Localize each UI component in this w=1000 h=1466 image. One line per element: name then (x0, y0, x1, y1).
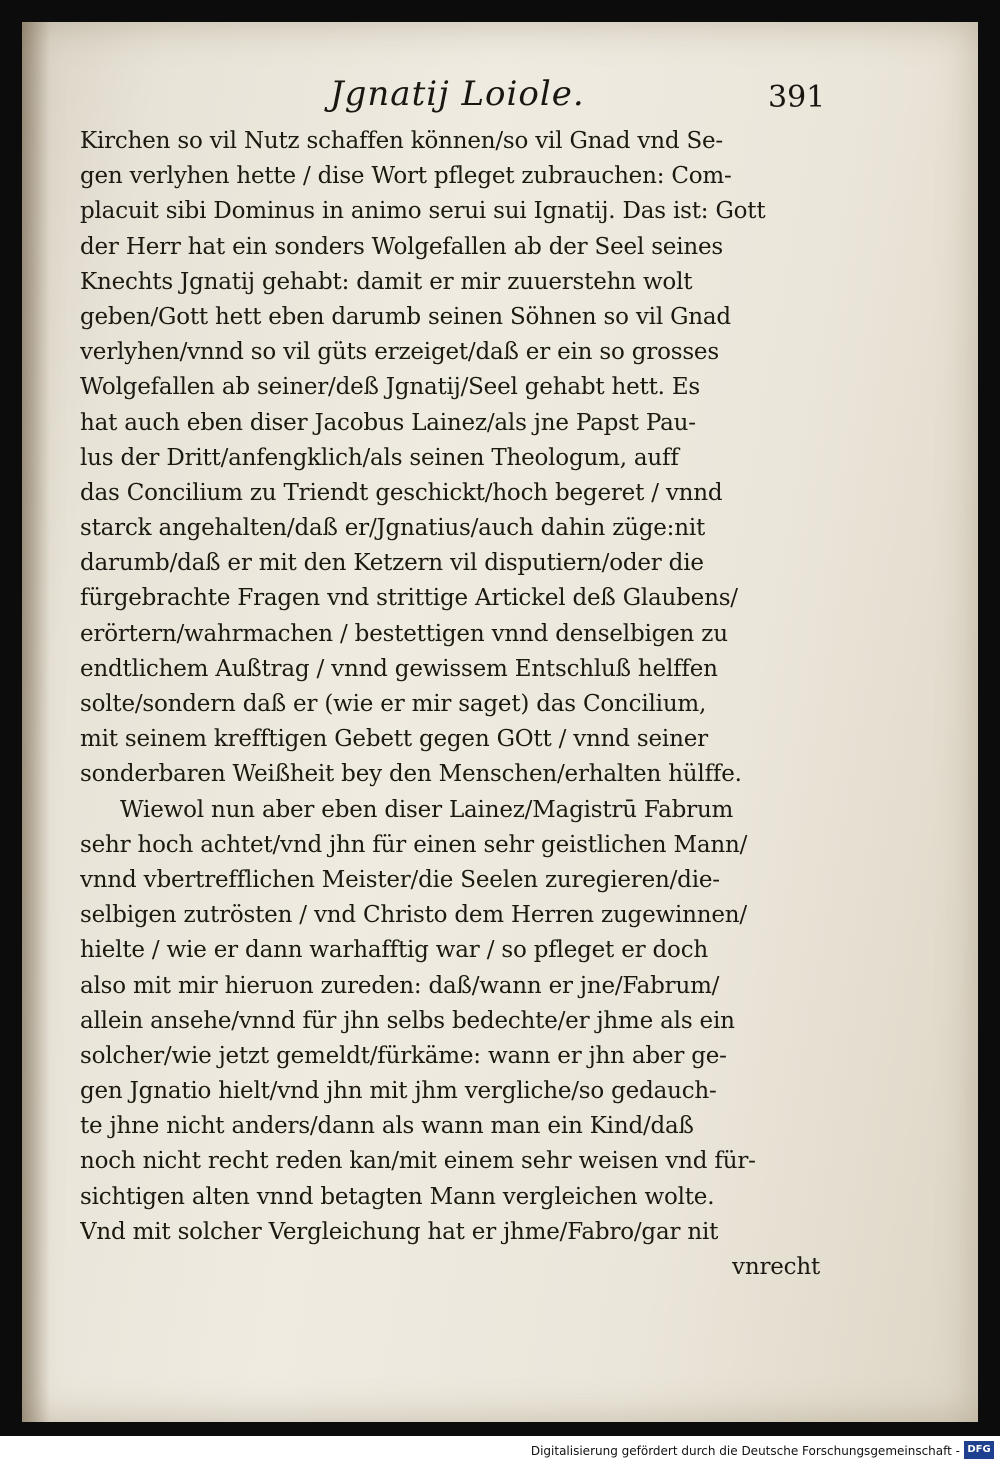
text-line: gen verlyhen hette / dise Wort pfleget zubrauchen: Com- (80, 163, 732, 190)
text-line: vnrecht (732, 1254, 820, 1280)
text-line: sehr hoch achtet/vnd jhn für einen sehr geistlichen Mann/ (80, 831, 748, 858)
text-line: fürgebrachte Fragen vnd strittige Artickel deß Glaubens/ (80, 585, 738, 612)
page-gutter-shadow (22, 22, 50, 1422)
text-line: Kirchen so vil Nutz schaffen können/so vil Gnad vnd Se- (80, 128, 723, 154)
text-line: Wiewol nun aber eben diser Lainez/Magistrū Fabrum (120, 796, 734, 823)
text-line: verlyhen/vnnd so vil güts erzeiget/daß er ein so grosses (80, 339, 719, 366)
funding-credit: Digitalisierung gefördert durch die Deutsche Forschungsgemeinschaft - (530, 1444, 960, 1458)
text-line: te jhne nicht anders/dann als wann man ein Kind/daß (80, 1113, 694, 1140)
text-line: allein ansehe/vnnd für jhn selbs bedechte/er jhme als ein (80, 1007, 735, 1034)
text-line: Knechts Jgnatij gehabt: damit er mir zuuerstehn wolt (80, 268, 693, 295)
text-line: das Concilium zu Triendt geschickt/hoch begeret / vnnd (80, 479, 723, 506)
text-line: geben/Gott hett eben darumb seinen Söhnen so vil Gnad (80, 303, 731, 330)
text-line: vnnd vbertrefflichen Meister/die Seelen zuregieren/die- (80, 866, 720, 893)
text-line: sonderbaren Weißheit bey den Menschen/erhalten hülffe. (80, 761, 742, 788)
text-line: sichtigen alten vnnd betagten Mann vergleichen wolte. (80, 1183, 715, 1210)
text-line: noch nicht recht reden kan/mit einem sehr weisen vnd für- (80, 1148, 756, 1175)
text-line: solte/sondern daß er (wie er mir saget) das Concilium, (80, 691, 707, 717)
text-line: gen Jgnatio hielt/vnd jhn mit jhm vergliche/so gedauch- (80, 1078, 717, 1105)
text-line: solcher/wie jetzt gemeldt/fürkäme: wann er jhn aber ge- (80, 1042, 727, 1069)
running-head-title: Jgnatij Loiole. (330, 74, 585, 114)
text-line: placuit sibi Dominus in animo serui sui Ignatij. Das ist: Gott (80, 198, 766, 225)
text-line: selbigen zutrösten / vnd Christo dem Herren zugewinnen/ (80, 902, 747, 929)
text-line: also mit mir hieruon zureden: daß/wann er jne/Fabrum/ (80, 972, 720, 999)
text-line: der Herr hat ein sonders Wolgefallen ab der Seel seines (80, 233, 724, 260)
text-line: endtlichem Außtrag / vnnd gewissem Entschluß helffen (80, 655, 718, 682)
text-line: hielte / wie er dann warhafftig war / so pfleget er doch (80, 937, 708, 964)
text-line: hat auch eben diser Jacobus Lainez/als jne Papst Pau- (80, 409, 696, 436)
text-line: darumb/daß er mit den Ketzern vil disputiern/oder die (80, 550, 704, 577)
text-line: erörtern/wahrmachen / bestettigen vnnd denselbigen zu (80, 620, 728, 647)
text-line: Wolgefallen ab seiner/deß Jgnatij/Seel gehabt hett. Es (80, 374, 701, 401)
text-line: Vnd mit solcher Vergleichung hat er jhme/Fabro/gar nit (80, 1218, 719, 1245)
text-line: mit seinem krefftigen Gebett gegen GOtt / vnnd seiner (80, 726, 708, 753)
text-line: starck angehalten/daß er/Jgnatius/auch dahin züge:nit (80, 515, 706, 542)
text-line: lus der Dritt/anfengklich/als seinen Theologum, auff (80, 444, 679, 471)
page-number: 391 (768, 80, 826, 115)
dfg-logo: DFG (964, 1441, 994, 1459)
body-text (80, 124, 820, 1285)
